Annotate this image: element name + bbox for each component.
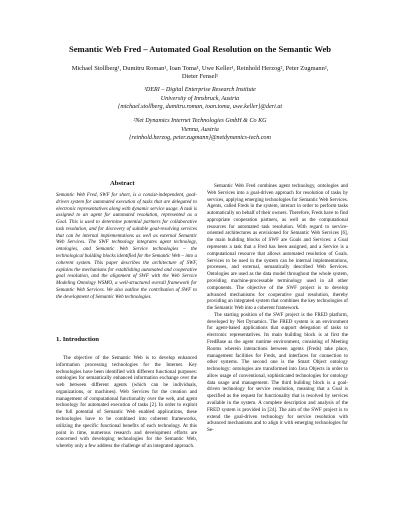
affiliation-deri <box>20 86 380 112</box>
paragraph: The objective of the Semantic Web is to develop enhanced information processing technologies for the Internet. Key technologies have been identified with different functional purposes: ontologies for semantically enhanced information exchange over the web between different agents (which can be individuals, organizations, or machines). Web Services for the creation and management of computational functionality over the web, and agent technology for automated execution of tasks [2]. In order to exploit the full potential of Semantic Web enabled applications, these technologies have to be combined into coherent frameworks, utilizing the specific functional benefits of each technology. At this point in time, numerous research and development efforts are concerned with developing technologies for the Semantic Web, whereby only a few address the challenge of an integrated approach. <box>56 355 197 450</box>
affiliation-name: ²Net Dynamics Internet Technologies GmbH & Co KG <box>133 118 267 124</box>
affiliation-org: University of Innsbruck, Austria <box>160 95 240 102</box>
author-line-2: Dieter Fensel¹ <box>181 73 219 81</box>
paragraph: Semantic Web Fred combines agent technology, ontologies and Web Services into a goal-driven approach for resolution of tasks by services, applying emerging technologies for Semantic Web Services. Agents, called Freds in the system, interact in order to perform tasks automatically on behalf of their owners. Therefore, Freds have to find appropriate cooperation partners, as well as the computational resources for automated task resolution. With regard to service-oriented architectures as envisioned for Semantic Web Services [6], the main building blocks of SWF are Goals and Services: a Goal represents a task that a Fred has been assigned, and a Service is a computational resource that allows automated resolution of Goals. Services to be used in the system can be internal implementations, processes, and external, semantically described Web Services. Ontologies are used as the data model throughout the whole system, providing machine-processable terminology used in all other components. The objective of the SWF project is to develop advanced mechanisms for cooperative goal resolution, thereby providing an integrated system that combines the key technologies of the Semantic Web into a coherent framework. <box>207 183 348 312</box>
affiliation-net-dynamics <box>20 117 380 143</box>
affiliation-email: {reinhold.herzog, peter.zugmann}@netdynamics-tech.com <box>129 135 271 142</box>
right-column <box>207 183 348 434</box>
affiliation-org: Vienna, Austria <box>181 126 219 133</box>
abstract-text: Semantic Web Fred, SWF for short, is a consist-independent, goal-driven system for automated execution of tasks that are delegated to electronic representatives along with dynamic service usage. A task is assigned to an agent for automated resolution, represented as a Goal. This is used to determine potential partners for collaborative task resolution, and for discovery of suitable goal-resolving services that can be internal implementations as well as external Semantic Web Services. The SWF technology integrates agent technology, ontologies, and Semantic Web Service technologies – the technological building blocks identified for the Semantic Web – into a coherent system. This paper describes the architecture of SWF, explains the mechanisms for establishing automated and cooperative goal resolution, and the alignment of SWF with the Web Service Modeling Ontology WSMO, a well-structured overall framework for Semantic Web Services. We also outline the contribution of SWF to the development of Semantic Web technologies. <box>56 192 197 300</box>
author-list <box>20 65 380 81</box>
abstract-heading: Abstract <box>110 180 135 187</box>
paragraph: The starting position of the SWF project is the FRED platform, developed by Net Dynamics. The FRED system is an environment for agent-based applications that support delegation of tasks to electronic representatives. Its main building block is at first the FredBase as the agent runtime environment, consisting of Meeting Rooms wherein interactions between agents (Freds) take place, management facilities for Freds, and interfaces for connection to other systems. The second one is the Smart Object ontology technology: ontologies are transformed into Java Objects in order to allow usage of conventional, sophisticated technologies for ontology data usage and management. The third building block is a goal-driven technology for service resolution, meaning that a Goal is specified as the request for functionality that is resolved by services available in the system. A complete description and analysis of the FRED system is provided in [24]. The aim of the SWF project is to extend the goal-driven technology for service resolution with advanced mechanisms and to align it with emerging technologies for Se- <box>207 311 348 434</box>
affiliation-name: ¹DERI – Digital Enterprise Research Institute <box>144 87 256 93</box>
section-heading-introduction: 1. Introduction <box>56 336 99 343</box>
author-line-1: Michael Stollberg¹, Dumitru Roman¹, Ioan Toma¹, Uwe Keller¹, Reinhold Herzog², Peter Zugmann², <box>71 65 329 72</box>
introduction-left-column <box>56 355 197 450</box>
affiliation-email: {michael.stollberg, dumitru.roman, ioan.toma, uwe.keller}@deri.at <box>117 104 283 111</box>
paper-title: Semantic Web Fred – Automated Goal Resolution on the Semantic Web <box>68 44 332 54</box>
